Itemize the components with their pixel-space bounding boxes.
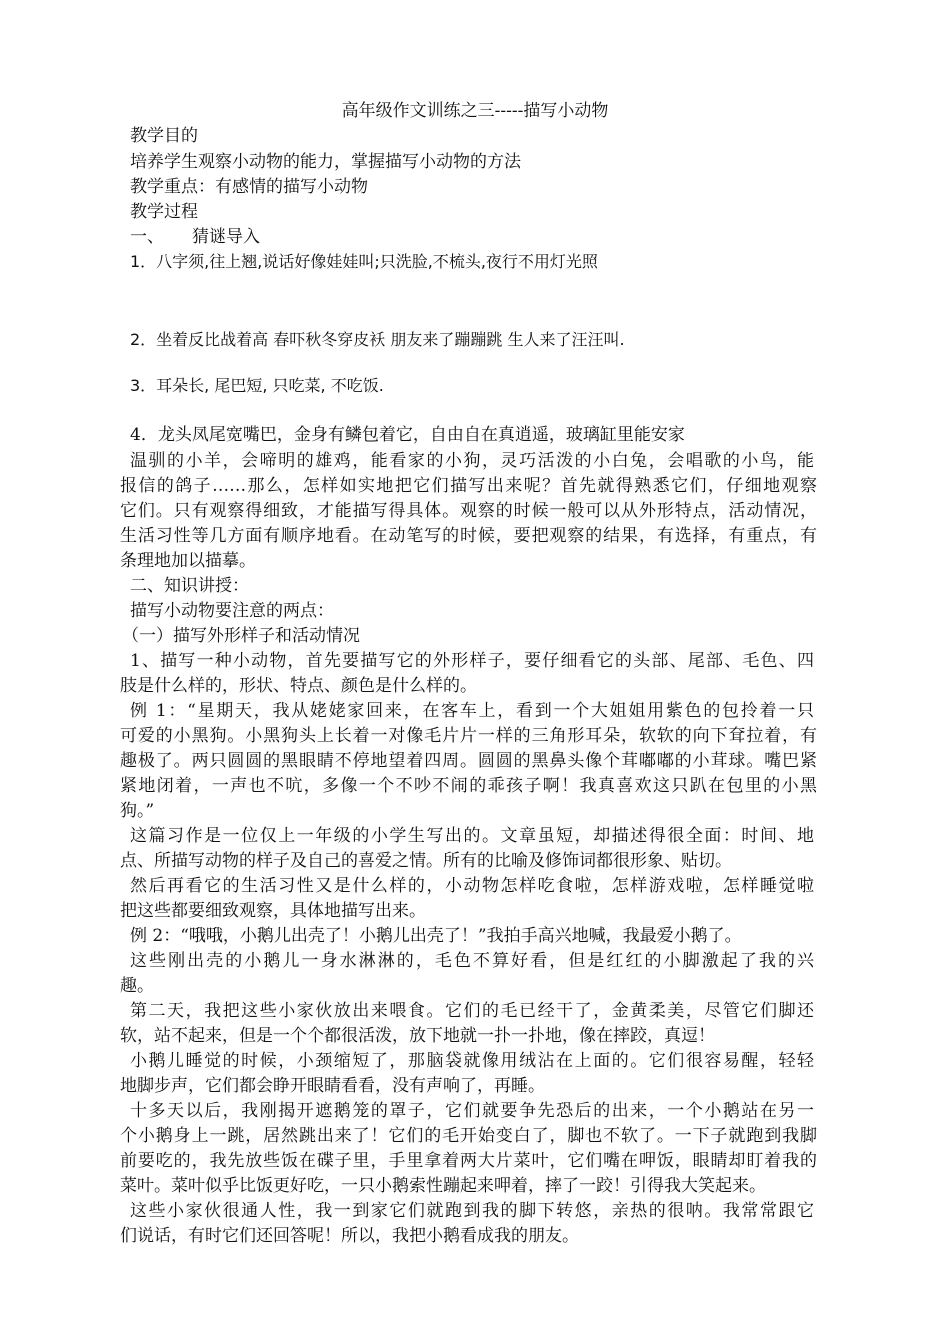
paragraph-line: 肢是什么样的，形状、特点、颜色是什么样的。: [120, 676, 477, 696]
paragraph-line: 前要吃的，我先放些饭在碟子里，手里拿着两大片菜叶，它们嘴在呷饭，眼睛却盯着我的: [120, 1151, 817, 1171]
subsection-heading: （一）描写外形样子和活动情况: [122, 626, 360, 646]
paragraph-line: 条理地加以描摹。: [120, 551, 256, 571]
paragraph-line: 培养学生观察小动物的能力，掌握描写小动物的方法: [130, 152, 521, 172]
paragraph-line: 然后再看它的生活习性又是什么样的，小动物怎样吃食啦，怎样游戏啦，怎样睡觉啦: [130, 876, 814, 896]
paragraph-line: 温驯的小羊，会啼明的雄鸡，能看家的小狗，灵巧活泼的小白兔，会唱歌的小鸟，能: [130, 451, 814, 471]
paragraph-line: 例 1：“星期天，我从姥姥家回来，在客车上，看到一个大姐姐用紫色的包拎着一只: [130, 701, 814, 721]
paragraph-line: 点、所描写动物的样子及自己的喜爱之情。所有的比喻及修饰词都很形象、贴切。: [120, 851, 732, 871]
paragraph-line: 们说话，有时它们还回答呢！所以，我把小鹅看成我的朋友。: [120, 1226, 579, 1246]
paragraph-line: 趣。: [120, 976, 154, 996]
section-heading: 猜谜导入: [192, 227, 260, 247]
paragraph-line: 狗。”: [120, 801, 155, 821]
paragraph-line: 菜叶。菜叶似乎比饭更好吃，一只小鹅索性蹦起来呷着，摔了一跤！引得我大笑起来。: [120, 1176, 766, 1196]
paragraph-line: 把这些都要细致观察，具体地描写出来。: [120, 901, 426, 921]
paragraph-line: 紧地闭着，一声也不吭，多像一个不吵不闹的乖孩子啊！我真喜欢这只趴在包里的小黑: [120, 776, 817, 796]
paragraph-line: 趣极了。两只圆圆的黑眼睛不停地望着四周。圆圆的黑鼻头像个茸嘟嘟的小茸球。嘴巴紧: [120, 751, 817, 771]
section-number: 一、: [130, 227, 164, 247]
paragraph-line: 可爱的小黑狗。小黑狗头上长着一对像毛片片一样的三角形耳朵，软软的向下耷拉着，有: [120, 726, 817, 746]
paragraph-line: 它们。只有观察得细致，才能描写得具体。观察的时候一般可以从外形特点，活动情况，: [120, 501, 817, 521]
paragraph-line: 教学目的: [130, 126, 198, 146]
riddle-item: 4．龙头凤尾宽嘴巴，金身有鳞包着它，自由自在真逍遥，玻璃缸里能安家: [130, 425, 685, 445]
paragraph-line: 个小鹅身上一跳，居然跳出来了！它们的毛开始变白了，脚也不软了。一下子就跑到我脚: [120, 1126, 817, 1146]
paragraph-line: 第二天，我把这些小家伙放出来喂食。它们的毛已经干了，金黄柔美，尽管它们脚还: [130, 1001, 814, 1021]
paragraph-line: 教学过程: [130, 202, 198, 222]
paragraph-line: 这些刚出壳的小鹅儿一身水淋淋的，毛色不算好看，但是红红的小脚激起了我的兴: [130, 951, 814, 971]
paragraph-line: 软，站不起来，但是一个个都很活泼，放下地就一扑一扑地，像在摔跤，真逗！: [120, 1026, 715, 1046]
document-title: 高年级作文训练之三-----描写小动物: [341, 101, 609, 121]
riddle-item: 2．坐着反比战着高 春吓秋冬穿皮袄 朋友来了蹦蹦跳 生人来了汪汪叫.: [130, 330, 625, 349]
paragraph-line: 生活习性等几方面有顺序地看。在动笔写的时候，要把观察的结果，有选择，有重点，有: [120, 526, 817, 546]
paragraph-line: 十多天以后，我刚揭开遮鹅笼的罩子，它们就要争先恐后的出来，一个小鹅站在另一: [130, 1101, 814, 1121]
riddle-item: 1．八字须,往上翘,说话好像娃娃叫;只洗脸,不梳头,夜行不用灯光照: [130, 252, 598, 271]
paragraph-line: 教学重点：有感情的描写小动物: [130, 177, 368, 197]
paragraph-line: 例 2：“哦哦，小鹅儿出壳了！小鹅儿出壳了！”我拍手高兴地喊，我最爱小鹅了。: [130, 926, 742, 946]
paragraph-line: 报信的鸽子……那么，怎样如实地把它们描写出来呢？首先就得熟悉它们，仔细地观察: [120, 476, 817, 496]
paragraph-line: 描写小动物要注意的两点：: [130, 601, 334, 621]
paragraph-line: 这篇习作是一位仅上一年级的小学生写出的。文章虽短，却描述得很全面：时间、地: [130, 826, 814, 846]
section-heading: 二、知识讲授：: [130, 576, 249, 596]
paragraph-line: 1、描写一种小动物，首先要描写它的外形样子，要仔细看它的头部、尾部、毛色、四: [130, 651, 814, 671]
paragraph-line: 地脚步声，它们都会睁开眼睛看看，没有声响了，再睡。: [120, 1076, 545, 1096]
paragraph-line: 小鹅儿睡觉的时候，小颈缩短了，那脑袋就像用绒沾在上面的。它们很容易醒，轻轻: [130, 1051, 814, 1071]
riddle-item: 3．耳朵长, 尾巴短, 只吃菜, 不吃饭.: [130, 376, 384, 395]
paragraph-line: 这些小家伙很通人性，我一到家它们就跑到我的脚下转悠，亲热的很呐。我常常跟它: [130, 1201, 814, 1221]
